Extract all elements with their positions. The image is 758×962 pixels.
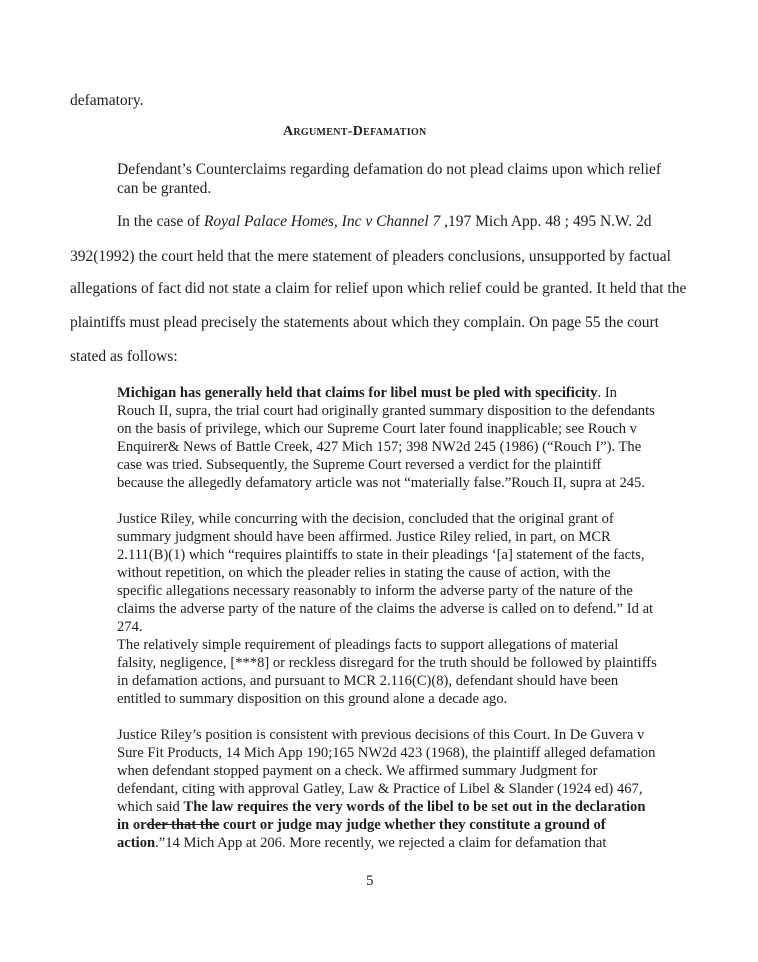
quote-line: case was tried. Subsequently, the Supreme Court reversed a verdict for the plaintiff (117, 457, 602, 473)
paragraph-line (117, 213, 652, 231)
paragraph-line: 392(1992) the court held that the mere statement of pleaders conclusions, unsupported by factual (70, 248, 671, 265)
paragraph-line: stated as follows: (70, 348, 178, 365)
quote-line (117, 384, 617, 402)
quote-line: specific allegations necessary reasonably to inform the adverse party of the nature of the (117, 583, 633, 599)
bold-text: Michigan has generally held that claims for libel must be pled with specificity (117, 385, 598, 401)
quote-line: Justice Riley, while concurring with the decision, concluded that the original grant of (117, 511, 614, 527)
quote-line: Enquirer& News of Battle Creek, 427 Mich 157; 398 NW2d 245 (1986) (“Rouch I”). The (117, 439, 642, 455)
quote-line: defendant, citing with approval Gatley, Law & Practice of Libel & Slander (1924 ed) 467, (117, 781, 643, 797)
quote-line (117, 798, 645, 816)
quote-line: on the basis of privilege, which our Supreme Court later found inapplicable; see Rouch v (117, 421, 637, 437)
paragraph-line: can be granted. (117, 180, 212, 197)
quote-line: The relatively simple requirement of pleadings facts to support allegations of material (117, 637, 619, 653)
text-run: . In (597, 385, 617, 401)
struck-text: der that the (146, 817, 220, 833)
case-name: Royal Palace Homes, Inc v Channel 7 (203, 213, 441, 230)
quote-line: when defendant stopped payment on a check. We affirmed summary Judgment for (117, 763, 598, 779)
text-run: in or (117, 817, 147, 833)
paragraph-line: plaintiffs must plead precisely the statements about which they complain. On page 55 the court (70, 314, 659, 331)
bold-text: The law requires the very words of the libel to be set out in the declaration (183, 799, 646, 815)
carryover-line: defamatory. (70, 92, 144, 109)
text-run: .”14 Mich App at 206. More recently, we rejected a claim for defamation that (155, 835, 607, 851)
quote-line: falsity, negligence, [***8] or reckless disregard for the truth should be followed by plaintiffs (117, 655, 657, 671)
text-run: court or judge may judge whether they constitute a ground of (219, 817, 606, 833)
paragraph-line: Defendant’s Counterclaims regarding defamation do not plead claims upon which relief (117, 161, 662, 178)
bold-text: action (117, 835, 156, 851)
quote-line (117, 816, 606, 834)
quote-line: because the allegedly defamatory article was not “materially false.”Rouch II, supra at 245. (117, 475, 645, 491)
quote-line: in defamation actions, and pursuant to MCR 2.116(C)(8), defendant should have been (117, 673, 619, 689)
quote-line: 274. (117, 619, 143, 635)
quote-line: Rouch II, supra, the trial court had originally granted summary disposition to the defendants (117, 403, 655, 419)
section-heading: Argument-Defamation (283, 124, 427, 139)
page-number: 5 (366, 873, 374, 889)
paragraph-line: allegations of fact did not state a claim for relief upon which relief could be granted. It held that the (70, 280, 687, 297)
text-run: which said (117, 799, 184, 815)
quote-line: without repetition, on which the pleader relies in stating the cause of action, with the (117, 565, 611, 581)
quote-line: Sure Fit Products, 14 Mich App 190;165 NW2d 423 (1968), the plaintiff alleged defamation (117, 745, 656, 761)
quote-line: Justice Riley’s position is consistent with previous decisions of this Court. In De Guvera v (117, 727, 645, 743)
text-run: In the case of (117, 213, 204, 230)
text-run: ,197 Mich App. 48 ; 495 N.W. 2d (440, 213, 652, 230)
quote-line: claims the adverse party of the nature of the claims the adverse is called on to defend.” Id at (117, 601, 654, 617)
quote-line: entitled to summary disposition on this ground alone a decade ago. (117, 691, 508, 707)
quote-line (117, 834, 606, 852)
quote-line: summary judgment should have been affirmed. Justice Riley relied, in part, on MCR (117, 529, 611, 545)
quote-line: 2.111(B)(1) which “requires plaintiffs to state in their pleadings ‘[a] statement of the facts, (117, 547, 645, 563)
